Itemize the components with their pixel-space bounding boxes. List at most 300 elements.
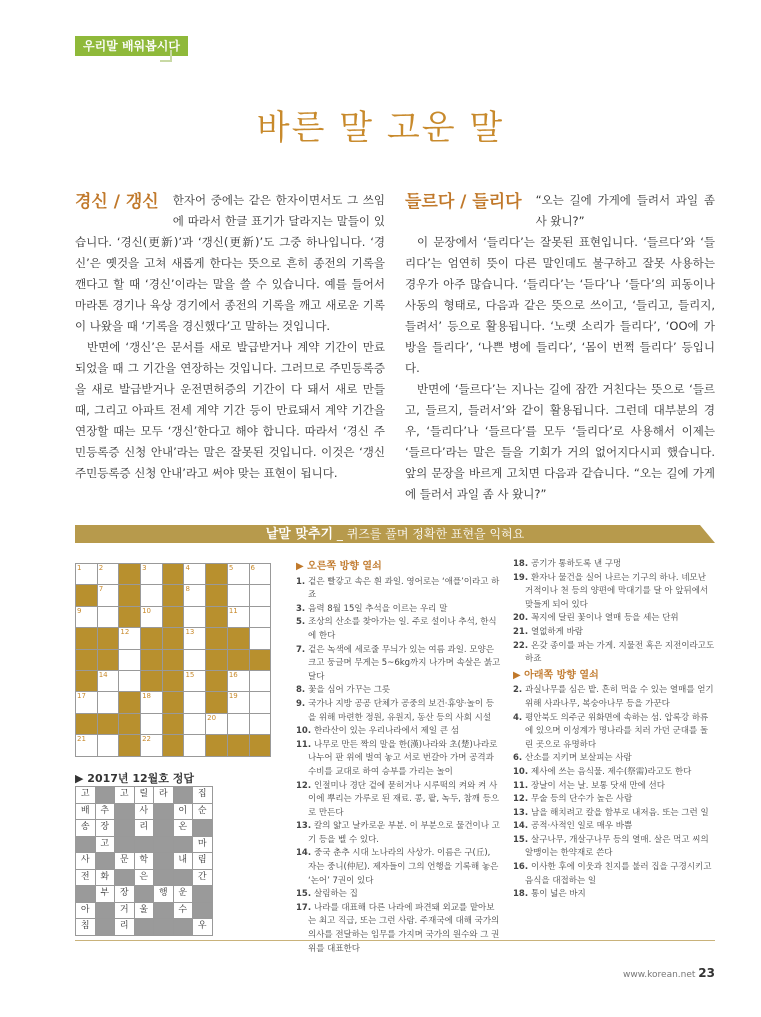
crossword-cell[interactable]: [249, 670, 271, 691]
clue-text: 국가나 지방 공공 단체가 공중의 보건·휴양·놀이 등을 위해 마련한 정원, 유원지, 동산 등의 사회 시설: [308, 698, 494, 723]
crossword-cell[interactable]: [184, 735, 206, 756]
crossword-cell-number: 8: [185, 585, 190, 594]
clue-text: 칼의 얇고 날카로운 부분. 이 부분으로 물건이나 고기 등을 벨 수 있다.: [308, 821, 500, 845]
crossword-cell-number: 7: [98, 585, 104, 594]
answer-cell: 전: [76, 869, 96, 886]
crossword-block-cell: [249, 735, 271, 756]
answer-block-cell: [173, 787, 193, 804]
quiz-subtitle: _ 퀴즈를 풀며 정확한 표현을 익혀요: [333, 527, 525, 541]
clue-text: 한라산이 있는 우리나라에서 제일 큰 섬: [314, 726, 459, 737]
bottom-rule: [75, 940, 715, 941]
crossword-row: [76, 692, 271, 713]
answer-cell: 부: [95, 886, 115, 903]
answer-block-cell: [95, 902, 115, 919]
crossword-block-cell: [162, 713, 184, 734]
answer-row: [76, 787, 213, 804]
crossword-cell[interactable]: [249, 564, 271, 585]
crossword-cell[interactable]: [184, 585, 206, 606]
crossword-row: [76, 735, 271, 756]
crossword-block-cell: [97, 628, 119, 649]
crossword-block-cell: [162, 564, 184, 585]
crossword-cell-number: 5: [228, 564, 234, 572]
crossword-cell-number: 13: [185, 628, 195, 637]
clue-item: [513, 558, 716, 572]
clue-item: [513, 612, 716, 626]
crossword-block-cell: [162, 735, 184, 756]
clue-heading: ▶ 오른쪽 방향 열쇠: [296, 561, 382, 572]
crossword-cell[interactable]: [97, 735, 119, 756]
answer-cell: 장: [95, 820, 115, 837]
crossword-cell[interactable]: [227, 564, 249, 585]
crossword-cell[interactable]: [249, 713, 271, 734]
crossword-cell[interactable]: [141, 585, 163, 606]
crossword-cell-number: 4: [185, 564, 190, 572]
crossword-cell[interactable]: [119, 628, 141, 649]
page-title: 바른 말 고운 말: [256, 108, 505, 148]
crossword-cell[interactable]: [76, 692, 98, 713]
right-heading: 들르다 / 들리다: [405, 192, 522, 212]
clue-item: [296, 902, 501, 956]
crossword-cell[interactable]: [227, 692, 249, 713]
clue-number: 7.: [296, 644, 309, 655]
crossword-block-cell: [206, 564, 228, 585]
crossword-block-cell: [119, 585, 141, 606]
clue-item: [296, 847, 501, 888]
clue-text: 살림하는 집: [314, 889, 358, 900]
clue-text: 공기가 통하도록 낸 구멍: [531, 559, 622, 569]
crossword-cell[interactable]: [141, 692, 163, 713]
clue-number: 9.: [296, 698, 309, 709]
crossword-cell[interactable]: [184, 649, 206, 670]
answer-cell: 수: [173, 902, 193, 919]
answer-cell: 사: [76, 853, 96, 870]
answer-cell: 집: [193, 787, 213, 804]
answer-block-cell: [95, 919, 115, 936]
clue-number: 17.: [296, 902, 315, 913]
left-column: [75, 190, 385, 484]
answer-cell: 장: [115, 886, 135, 903]
crossword-block-cell: [119, 692, 141, 713]
crossword-block-cell: [206, 606, 228, 627]
crossword-block-cell: [206, 692, 228, 713]
clue-text: 이사한 후에 이웃과 친지를 불러 집을 구경시키고 음식을 대접하는 일: [525, 862, 712, 886]
answer-cell: 릴: [134, 787, 154, 804]
answer-cell: 리: [115, 919, 135, 936]
crossword-cell-number: 20: [207, 713, 217, 722]
answer-cell: 화: [95, 869, 115, 886]
clue-item: [513, 572, 716, 613]
answer-block-cell: [193, 886, 213, 903]
crossword-cell[interactable]: [119, 649, 141, 670]
crossword-cell[interactable]: [249, 692, 271, 713]
answer-block-cell: [154, 869, 174, 886]
clue-number: 18.: [513, 559, 532, 569]
clue-text: 무술 등의 단수가 높은 사람: [531, 794, 633, 805]
crossword-cell[interactable]: [97, 585, 119, 606]
clue-text: 산소를 지키며 보살피는 사람: [525, 753, 632, 764]
crossword-row: [76, 564, 271, 585]
crossword-cell[interactable]: [141, 713, 163, 734]
clue-number: 19.: [513, 572, 532, 583]
crossword-block-cell: [76, 713, 98, 734]
clue-text: 나무로 만든 짝의 말을 한(漢)나라와 초(楚)나라로 나누어 판 위에 벌여 놓고 서로 번갈아 가며 공격과 수비를 교대로 하여 승부를 가리는 놀이: [308, 739, 498, 777]
answer-block-cell: [115, 803, 135, 820]
answer-cell: 마: [193, 836, 213, 853]
crossword-cell[interactable]: [227, 585, 249, 606]
answer-row: [76, 853, 213, 870]
crossword-row: [76, 670, 271, 691]
clue-text: 겉은 녹색에 세로줄 무늬가 있는 여름 과일. 모양은 크고 둥글며 무게는 5~6kg까지 나가며 속살은 붉고 달다: [308, 644, 501, 682]
crossword-cell-number: 18: [142, 692, 151, 701]
answer-block-cell: [173, 836, 193, 853]
clue-text: 인절미나 경단 겉에 묻히거나 시루떡의 켜와 켜 사이에 뿌리는 가루로 된 재료. 콩, 팥, 녹두, 참깨 등으로 만든다: [308, 780, 500, 818]
answer-row: [76, 919, 213, 936]
answer-cell: 내: [173, 853, 193, 870]
answer-cell: 문: [115, 853, 135, 870]
answer-title: ▶ 2017년 12월호 정답: [75, 772, 195, 785]
right-paragraph-2: 이 문장에서 ‘들리다’는 잘못된 표현입니다. ‘들르다’와 ‘들리다’는 엄연히 뜻이 다른 말인데도 불구하고 잘못 사용하는 경우가 아주 많습니다. ‘들리다’는 ‘듣다’나 ‘들다’의 피동이나 사동의 형태로, 다음과 같은 뜻으로 쓰이고, ‘들리고, 들리지, 들려서’ 등으로 활용됩니다. ‘노랫 소리가 들리다’, ‘OO에 가방을 들리다’, ‘나쁜 병에 들리다’, ‘몸이 번쩍 들리다’ 등입니다.: [405, 235, 715, 375]
answer-row: [76, 803, 213, 820]
crossword-cell[interactable]: [76, 735, 98, 756]
answer-cell: 배: [76, 803, 96, 820]
answer-cell: 우: [193, 919, 213, 936]
clues-column-right: [513, 558, 716, 902]
answer-cell: 온: [173, 820, 193, 837]
answer-cell: 리: [134, 820, 154, 837]
crossword-cell-number: 17: [77, 692, 86, 701]
answer-cell: 고: [115, 787, 135, 804]
clue-number: 5.: [296, 617, 309, 628]
crossword-cell[interactable]: [97, 692, 119, 713]
clue-number: 1.: [296, 576, 309, 587]
crossword-block-cell: [227, 628, 249, 649]
clue-text: 나라를 대표해 다른 나라에 파견돼 외교를 맡아보는 최고 직급, 또는 그런 사람. 주재국에 대해 국가의 의사를 전달하는 임무를 가지며 국가의 원수와 그 권위를 대표한다: [308, 902, 500, 954]
clue-item: [513, 626, 716, 640]
crossword-cell-number: 21: [77, 735, 86, 744]
clue-item: [513, 834, 716, 861]
clue-item: [513, 766, 716, 780]
answer-block-cell: [173, 919, 193, 936]
clue-number: 18.: [513, 889, 532, 900]
crossword-block-cell: [162, 670, 184, 691]
clue-text: 중국 춘추 시대 노나라의 사상가. 이름은 구(丘), 자는 중니(仲尼). 제자들이 그의 언행을 기록해 놓은 ‘논어’ 7권이 있다: [308, 848, 499, 886]
crossword-cell-number: 3: [142, 564, 147, 572]
crossword-block-cell: [227, 649, 249, 670]
clue-number: 15.: [296, 889, 315, 900]
crossword-block-cell: [206, 670, 228, 691]
banner-corner-decoration: [700, 525, 715, 543]
clue-number: 16.: [513, 862, 532, 873]
answer-block-cell: [76, 886, 96, 903]
crossword-cell[interactable]: [227, 606, 249, 627]
answer-cell: 고: [76, 787, 96, 804]
clue-item: [296, 820, 501, 847]
answer-cell: 고: [95, 836, 115, 853]
clue-number: 21.: [513, 626, 532, 637]
crossword-block-cell: [76, 585, 98, 606]
answer-row: [76, 869, 213, 886]
crossword-block-cell: [206, 735, 228, 756]
quiz-banner: [75, 525, 715, 543]
crossword-block-cell: [249, 649, 271, 670]
crossword-block-cell: [76, 670, 98, 691]
quiz-title: 낱말 맞추기: [265, 527, 334, 542]
clue-item: [513, 888, 716, 902]
crossword-block-cell: [141, 649, 163, 670]
crossword-block-cell: [119, 735, 141, 756]
left-paragraph-1: [75, 190, 385, 337]
crossword-row: [76, 713, 271, 734]
crossword-cell[interactable]: [76, 564, 98, 585]
crossword-cell-number: 2: [98, 564, 104, 572]
clue-number: 4.: [513, 712, 526, 723]
crossword-cell[interactable]: [97, 606, 119, 627]
right-paragraph-1: [405, 190, 715, 232]
clue-number: 12.: [513, 794, 532, 805]
answer-grid: [75, 786, 213, 936]
answer-cell: 행: [154, 886, 174, 903]
crossword-grid: [75, 563, 271, 757]
clue-text: 겉은 빨갛고 속은 흰 과일. 영어로는 ‘애플’이라고 하죠: [308, 576, 500, 601]
clue-number: 10.: [513, 766, 532, 777]
crossword-row: [76, 585, 271, 606]
answer-block-cell: [154, 803, 174, 820]
clue-number: 11.: [513, 780, 532, 791]
crossword-cell[interactable]: [97, 670, 119, 691]
answer-cell: 순: [193, 803, 213, 820]
clue-item: [296, 698, 501, 725]
clue-text: 살구나무, 개살구나무 등의 열매. 살은 먹고 씨의 알맹이는 한약재로 쓴다: [525, 834, 709, 859]
crossword-block-cell: [206, 585, 228, 606]
crossword-cell-number: 15: [185, 670, 195, 679]
crossword-block-cell: [206, 649, 228, 670]
crossword-cell[interactable]: [184, 628, 206, 649]
left-paragraph-2: 반면에 ‘갱신’은 문서를 새로 발급받거나 계약 기간이 만료되었을 때 그 기간을 연장하는 것입니다. 그러므로 주민등록증을 새로 발급받거나 운전면허증의 기간이 다 돼서 새로 만들 때, 그리고 아파트 전세 계약 기간 등이 만료돼서 계약 기간을 연장할 때는 모두 ‘갱신’한다고 해야 합니다. 따라서 ‘경신 주민등록증 신청 안내’라는 말은 잘못된 것입니다. 이것은 ‘갱신 주민등록증 신청 안내’라고 써야 맞는 표현이 됩니다.: [75, 340, 385, 480]
crossword-cell[interactable]: [227, 670, 249, 691]
answer-row: [76, 836, 213, 853]
crossword-cell-number: 14: [98, 670, 108, 679]
clue-item: [296, 888, 501, 902]
answer-cell: 거: [115, 902, 135, 919]
clue-item: [296, 603, 501, 617]
crossword-block-cell: [119, 564, 141, 585]
crossword-block-cell: [97, 649, 119, 670]
clue-number: 8.: [296, 685, 309, 696]
crossword-block-cell: [162, 628, 184, 649]
answer-cell: 학: [134, 853, 154, 870]
crossword-cell[interactable]: [141, 564, 163, 585]
clue-text: 꽃을 심어 가꾸는 그릇: [308, 685, 391, 696]
answer-cell: 추: [95, 803, 115, 820]
answer-block-cell: [95, 853, 115, 870]
right-paragraph-3: 반면에 ‘들르다’는 지나는 길에 잠깐 거친다는 뜻으로 ‘들르고, 들르지, 들러서’와 같이 활용됩니다. 그런데 대부분의 경우, ‘들리다’나 ‘들르다’를 모두 ‘들리다’로 사용해서 이제는 ‘들르다’라는 말은 들을 기회가 거의 없어지다시피 했습니다. 앞의 문장을 바르게 고치면 다음과 같습니다. “오는 길에 가게에 들러서 과일 좀 사 왔니?”: [405, 382, 715, 501]
crossword-block-cell: [97, 713, 119, 734]
crossword-block-cell: [227, 735, 249, 756]
clue-number: 11.: [296, 739, 315, 750]
crossword-cell[interactable]: [141, 606, 163, 627]
answer-cell: 운: [173, 886, 193, 903]
crossword-cell[interactable]: [249, 606, 271, 627]
clue-number: 3.: [296, 603, 309, 614]
clue-text: 제사에 쓰는 음식물. 제수(祭需)라고도 한다: [531, 766, 692, 777]
clue-item: [513, 640, 716, 667]
page-number: 23: [698, 966, 715, 980]
crossword-block-cell: [162, 585, 184, 606]
crossword-cell[interactable]: [184, 692, 206, 713]
clue-item: [513, 807, 716, 821]
crossword-cell[interactable]: [184, 606, 206, 627]
answer-block-cell: [134, 919, 154, 936]
answer-block-cell: [95, 787, 115, 804]
crossword-block-cell: [76, 649, 98, 670]
left-text-1: 한자어 중에는 같은 한자이면서도 그 쓰임에 따라서 한글 표기가 달라지는 말들이 있습니다. ‘경신(更新)’과 ‘갱신(更新)’도 그중 하나입니다. ‘경신’은 옛것을 고쳐 새롭게 한다는 뜻으로 흔히 종전의 기록을 깬다고 할 때 ‘경신’이라는 말을 쓸 수 있습니다. 예를 들어서 마라톤 경기나 육상 경기에서 종전의 기록을 깨고 새로운 기록이 나왔을 때 ‘기록을 경신했다’고 말하는 것입니다.: [75, 193, 385, 333]
clue-number: 15.: [513, 834, 532, 845]
answer-row: [76, 902, 213, 919]
clue-text: 남을 해치려고 칼을 함부로 내저음. 또는 그런 일: [531, 807, 709, 818]
answer-block-cell: [115, 836, 135, 853]
answer-block-cell: [115, 820, 135, 837]
left-heading: 경신 / 갱신: [75, 192, 159, 212]
crossword-cell-number: 6: [250, 564, 255, 572]
clue-number: 6.: [513, 753, 526, 764]
crossword-block-cell: [119, 713, 141, 734]
crossword-cell[interactable]: [206, 713, 228, 734]
clue-heading: ▶ 아래쪽 방향 열쇠: [513, 669, 599, 681]
clue-number: 22.: [513, 640, 532, 651]
answer-cell: 울: [134, 902, 154, 919]
clues-column-left: [296, 558, 501, 956]
answer-cell: 림: [193, 853, 213, 870]
crossword-block-cell: [162, 692, 184, 713]
crossword-cell[interactable]: [97, 564, 119, 585]
clue-text: 온갖 종이를 파는 가게. 지물전 혹은 지전이라고도 하죠: [525, 640, 715, 665]
answer-row: [76, 820, 213, 837]
clue-item: [513, 780, 716, 794]
answer-cell: 사: [134, 803, 154, 820]
crossword-cell-number: 1: [77, 564, 82, 572]
answer-block-cell: [134, 886, 154, 903]
crossword-cell-number: 19: [228, 692, 238, 701]
answer-block-cell: [154, 853, 174, 870]
clue-item: [296, 684, 501, 698]
answer-cell: 송: [76, 820, 96, 837]
answer-block-cell: [115, 869, 135, 886]
clue-text: 평안북도 의주군 위화면에 속하는 섬. 압록강 하류에 있으며 이성계가 명나라를 치러 가던 군대를 돌린 곳으로 유명하다: [525, 712, 709, 750]
crossword-cell[interactable]: [184, 564, 206, 585]
clue-number: 20.: [513, 613, 532, 624]
right-text-1: “오는 길에 가게에 들려서 과일 좀 사 왔니?”: [535, 193, 715, 228]
crossword-cell[interactable]: [249, 628, 271, 649]
crossword-cell-number: 16: [228, 670, 238, 679]
answer-block-cell: [193, 902, 213, 919]
tag-corner-decoration: [160, 50, 172, 62]
answer-block-cell: [193, 820, 213, 837]
clue-text: 음력 8월 15일 추석을 이르는 우리 말: [308, 603, 448, 614]
clue-number: 13.: [296, 821, 315, 832]
clue-text: 통이 넓은 바지: [531, 889, 586, 900]
answer-cell: 침: [76, 919, 96, 936]
clue-text: 공적·사적인 일로 매우 바쁨: [531, 821, 633, 832]
answer-block-cell: [134, 836, 154, 853]
clue-text: 조상의 산소를 찾아가는 일. 주로 설이나 추석, 한식에 한다: [308, 617, 497, 641]
crossword-cell[interactable]: [227, 713, 249, 734]
crossword-cell[interactable]: [249, 585, 271, 606]
crossword-cell[interactable]: [184, 713, 206, 734]
clue-text: 열없하게 바람: [531, 626, 583, 637]
answer-block-cell: [173, 869, 193, 886]
crossword-block-cell: [162, 606, 184, 627]
clue-item: [296, 725, 501, 739]
clue-item: [296, 644, 501, 685]
crossword-block-cell: [206, 628, 228, 649]
answer-cell: 은: [134, 869, 154, 886]
crossword-block-cell: [76, 628, 98, 649]
crossword-block-cell: [162, 649, 184, 670]
clue-number: 12.: [296, 780, 315, 791]
crossword-block-cell: [141, 628, 163, 649]
clue-item: [513, 793, 716, 807]
crossword-cell[interactable]: [184, 670, 206, 691]
clue-text: 장날이 서는 날. 보통 닷새 만에 선다: [531, 780, 665, 791]
crossword-cell-number: 12: [120, 628, 130, 637]
clue-item: [513, 684, 716, 711]
crossword-cell-number: 10: [142, 606, 151, 615]
answer-cell: 아: [76, 902, 96, 919]
answer-block-cell: [154, 919, 174, 936]
clue-item: [513, 712, 716, 753]
answer-block-cell: [154, 820, 174, 837]
crossword-cell-number: 22: [142, 735, 151, 744]
clue-item: [296, 739, 501, 780]
crossword-cell-number: 9: [77, 606, 82, 615]
answer-cell: 간: [193, 869, 213, 886]
crossword-cell-number: 11: [228, 606, 238, 615]
answer-block-cell: [76, 836, 96, 853]
clue-text: 환자나 물건을 실어 나르는 기구의 하나. 네모난 거적이나 천 등의 양편에 막대기를 달 아 앞뒤에서 맞들게 되어 있다: [525, 572, 709, 610]
clue-number: 13.: [513, 807, 532, 818]
answer-block-cell: [154, 902, 174, 919]
answer-cell: 이: [173, 803, 193, 820]
clue-number: 14.: [296, 848, 315, 859]
clue-item: [513, 820, 716, 834]
answer-row: [76, 886, 213, 903]
crossword-row: [76, 606, 271, 627]
clue-item: [296, 576, 501, 603]
clue-item: [513, 861, 716, 888]
section-tag: 우리말 배워봅시다: [75, 36, 188, 56]
crossword-cell[interactable]: [119, 670, 141, 691]
answer-block-cell: [154, 836, 174, 853]
right-column: [405, 190, 715, 505]
clue-number: 10.: [296, 726, 315, 737]
crossword-block-cell: [141, 670, 163, 691]
footer-site: www.korean.net: [623, 970, 696, 980]
clue-number: 14.: [513, 821, 532, 832]
clue-text: 꼭지에 달린 꽃이나 열매 등을 세는 단위: [531, 613, 679, 624]
crossword-cell[interactable]: [141, 735, 163, 756]
crossword-row: [76, 628, 271, 649]
clue-number: 2.: [513, 685, 526, 696]
answer-cell: 라: [154, 787, 174, 804]
clue-text: 과실나무를 심은 밭. 흔히 먹을 수 있는 열매를 얻기 위해 사과나무, 복숭아나무 등을 가꾼다: [525, 685, 714, 709]
crossword-row: [76, 649, 271, 670]
clue-item: [513, 752, 716, 766]
footer: [623, 966, 715, 980]
crossword-block-cell: [119, 606, 141, 627]
clue-item: [296, 780, 501, 821]
crossword-cell[interactable]: [76, 606, 98, 627]
clue-item: [296, 616, 501, 643]
